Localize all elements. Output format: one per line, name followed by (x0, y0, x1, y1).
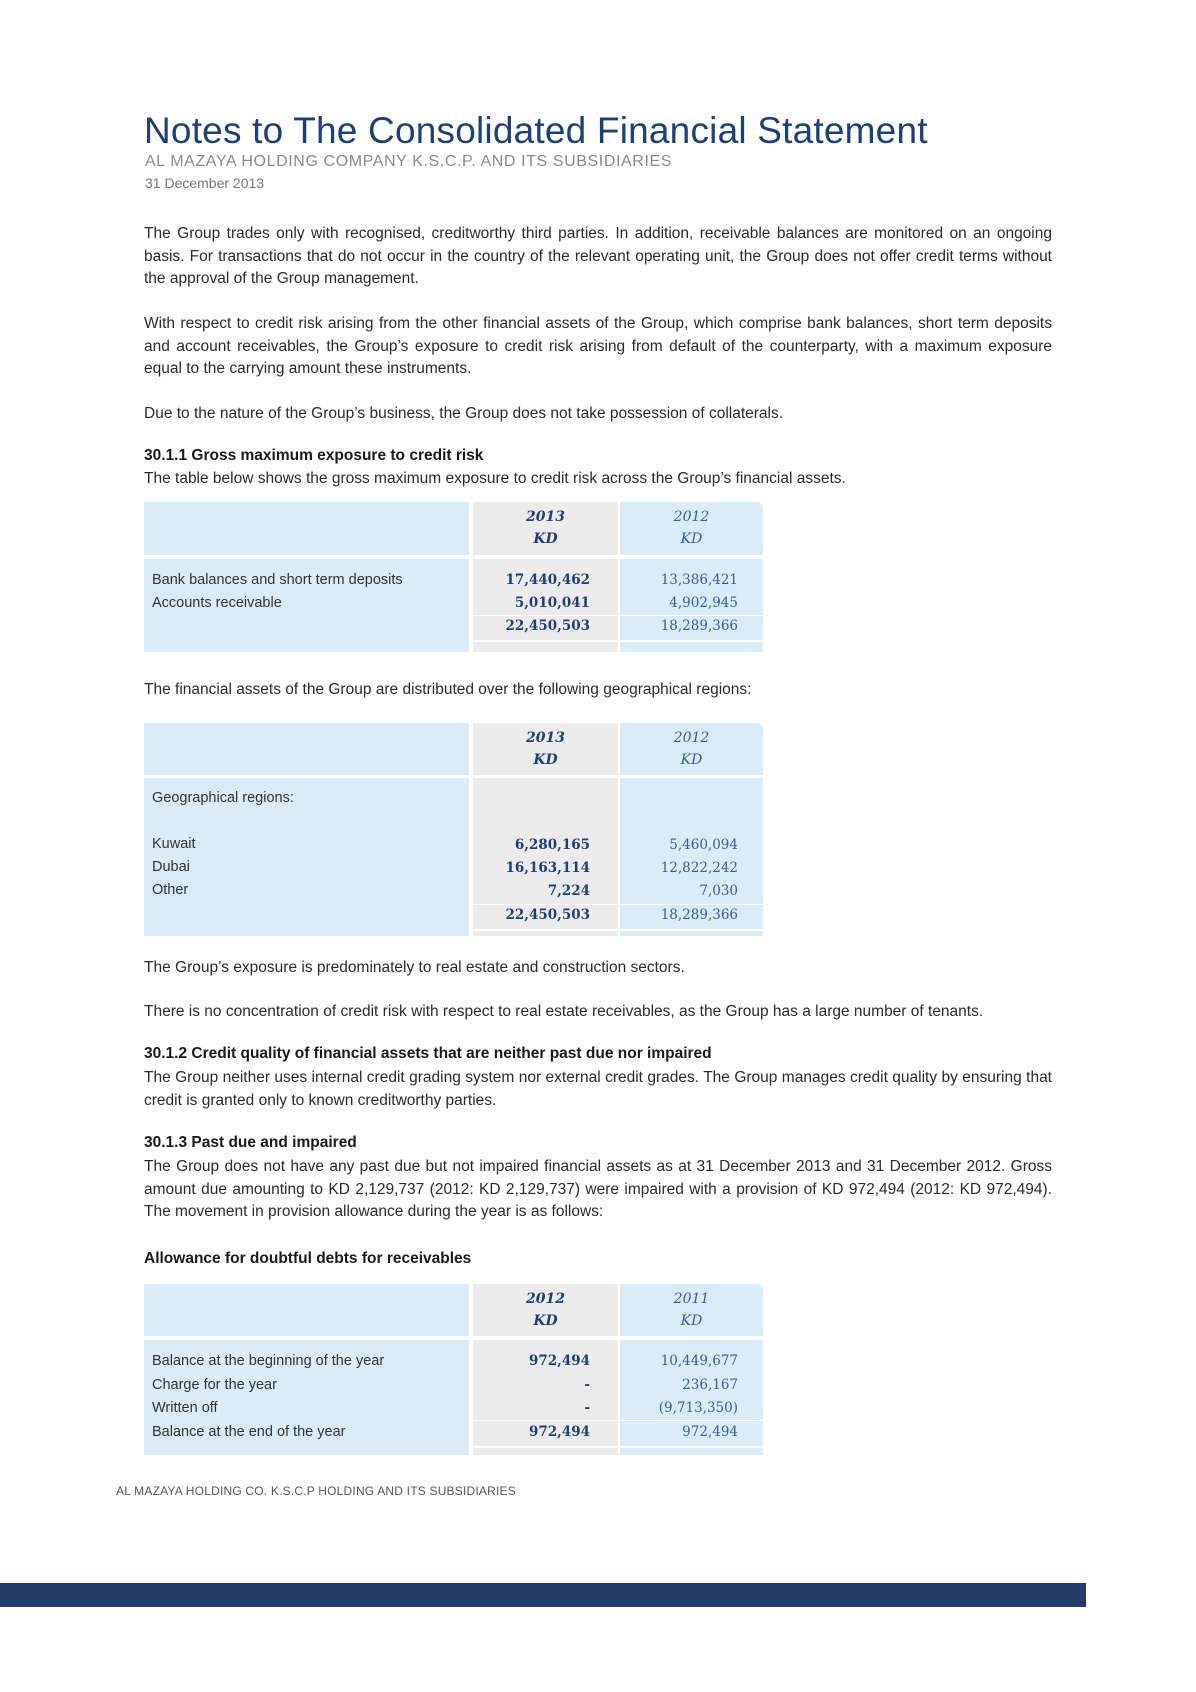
column-unit: KD (533, 752, 558, 768)
table-row (144, 1375, 763, 1397)
row-label: Charge for the year (152, 1377, 277, 1393)
value-2012: - (584, 1400, 590, 1416)
table-row (144, 834, 763, 856)
table-allowance (144, 1284, 763, 1455)
value-2013: 17,440,462 (505, 572, 590, 588)
row-label: Accounts receivable (152, 595, 282, 611)
table-total-row (144, 905, 763, 927)
row-label: Bank balances and short term deposits (152, 572, 403, 588)
value-2012: 12,822,242 (660, 860, 738, 876)
footer-company-name: AL MAZAYA HOLDING CO. K.S.C.P HOLDING AND ITS SUBSIDIARIES (116, 1484, 516, 1498)
total-underline (473, 640, 618, 642)
value-2012: 13,386,421 (660, 572, 738, 588)
value-2011: 236,167 (682, 1377, 738, 1393)
row-label: Balance at the end of the year (152, 1424, 346, 1440)
row-label: Kuwait (152, 836, 196, 852)
column-year: 2012 (673, 509, 710, 525)
paragraph-past-due: The Group does not have any past due but not impaired financial assets as at 31 December 2013 and 31 December 2012. Gross amount due amounting to KD 2,129,737 (2012: KD 2,129,737) were impaired with a provision of KD 972,494 (2012: KD 972,494). The movement in provision allowance during the year is as follows: (144, 1158, 1052, 1220)
total-divider (620, 1420, 763, 1421)
column-year: 2011 (673, 1291, 710, 1307)
column-header-2012 (620, 502, 763, 555)
table-total-row (144, 616, 763, 638)
value-2013: 6,280,165 (514, 837, 590, 853)
column-unit: KD (680, 1313, 703, 1329)
total-2012: 18,289,366 (660, 907, 738, 923)
value-2012: 7,030 (699, 883, 738, 899)
footer-bar (0, 1583, 1086, 1607)
total-2013: 22,450,503 (505, 907, 590, 923)
column-unit: KD (533, 531, 558, 547)
table-geographical-regions (144, 723, 763, 936)
table-row (144, 570, 763, 592)
row-label: Balance at the beginning of the year (152, 1353, 385, 1369)
column-year: 2012 (526, 1291, 565, 1307)
section-label: Geographical regions: (152, 790, 294, 806)
heading-past-due: 30.1.3 Past due and impaired (144, 1134, 357, 1151)
paragraph-credit-quality: The Group neither uses internal credit grading system nor external credit grades. The Group manages credit quality by ensuring that credit is granted only to known creditworthy parties. (144, 1069, 1052, 1109)
table-row (144, 1398, 763, 1420)
table-row (144, 880, 763, 902)
column-header-2013 (473, 502, 618, 555)
paragraph-geographical-intro: The financial assets of the Group are distributed over the following geographical regions: (144, 681, 752, 698)
heading-credit-quality: 30.1.2 Credit quality of financial assets that are neither past due nor impaired (144, 1045, 712, 1062)
total-underline (473, 929, 618, 931)
heading-allowance: Allowance for doubtful debts for receivables (144, 1250, 472, 1267)
total-divider (473, 1420, 618, 1421)
paragraph-concentration: There is no concentration of credit risk with respect to real estate receivables, as the Group has a large number of tenants. (144, 1003, 984, 1020)
column-year: 2012 (673, 730, 710, 746)
value-2013: 5,010,041 (514, 595, 590, 611)
row-label: Other (152, 882, 189, 898)
heading-gross-max-exposure: 30.1.1 Gross maximum exposure to credit risk (144, 447, 484, 464)
table-row (144, 593, 763, 615)
value-2012: 972,494 (528, 1353, 590, 1369)
value-2013: 16,163,114 (505, 860, 590, 876)
column-year: 2013 (526, 730, 565, 746)
report-date: 31 December 2013 (145, 175, 265, 191)
table-gross-exposure (144, 502, 763, 652)
table-row (144, 857, 763, 879)
column-header-2012 (473, 1284, 618, 1336)
column-header-2012 (620, 723, 763, 775)
column-year: 2013 (526, 509, 565, 525)
row-label: Dubai (152, 859, 190, 875)
total-2013: 22,450,503 (505, 618, 590, 634)
column-unit: KD (680, 531, 703, 547)
table-row (144, 1351, 763, 1373)
total-underline (620, 1446, 763, 1448)
table-header-blank (144, 502, 469, 555)
value-2011: (9,713,350) (658, 1400, 738, 1416)
value-2012: 4,902,945 (669, 595, 738, 611)
page-title: Notes to The Consolidated Financial Statement (144, 110, 928, 151)
table-header-blank (144, 1284, 469, 1336)
table-header-blank (144, 723, 469, 775)
paragraph-trading-policy: The Group trades only with recognised, creditworthy third parties. In addition, receivable balances are monitored on an ongoing basis. For transactions that do not occur in the country of the relevant operating unit, the Group does not offer credit terms without the approval of the Group management. (144, 225, 1052, 287)
row-label: Written off (152, 1400, 218, 1416)
column-unit: KD (533, 1313, 558, 1329)
company-subtitle: AL MAZAYA HOLDING COMPANY K.S.C.P. AND ITS SUBSIDIARIES (145, 153, 673, 170)
value-2011: 972,494 (682, 1424, 738, 1440)
value-2012: 972,494 (528, 1424, 590, 1440)
paragraph-credit-risk-exposure: With respect to credit risk arising from the other financial assets of the Group, which comprise bank balances, short term deposits and account receivables, the Group’s exposure to credit risk arising from default of the counterparty, with a maximum exposure equal to the carrying amount these instruments. (144, 315, 1052, 377)
column-unit: KD (680, 752, 703, 768)
total-underline (620, 929, 763, 931)
value-2011: 10,449,677 (660, 1353, 738, 1369)
paragraph-exposure-sectors: The Group’s exposure is predominately to real estate and construction sectors. (144, 959, 685, 976)
column-header-2011 (620, 1284, 763, 1336)
paragraph-table-intro: The table below shows the gross maximum exposure to credit risk across the Group’s financial assets. (144, 470, 846, 487)
paragraph-collaterals: Due to the nature of the Group’s business, the Group does not take possession of collaterals. (144, 405, 784, 422)
value-2012: - (584, 1377, 590, 1393)
value-2012: 5,460,094 (669, 837, 738, 853)
total-underline (473, 1446, 618, 1448)
total-2012: 18,289,366 (660, 618, 738, 634)
total-underline (620, 640, 763, 642)
value-2013: 7,224 (547, 883, 590, 899)
column-header-2013 (473, 723, 618, 775)
table-section-row (144, 788, 763, 810)
table-total-row (144, 1422, 763, 1444)
